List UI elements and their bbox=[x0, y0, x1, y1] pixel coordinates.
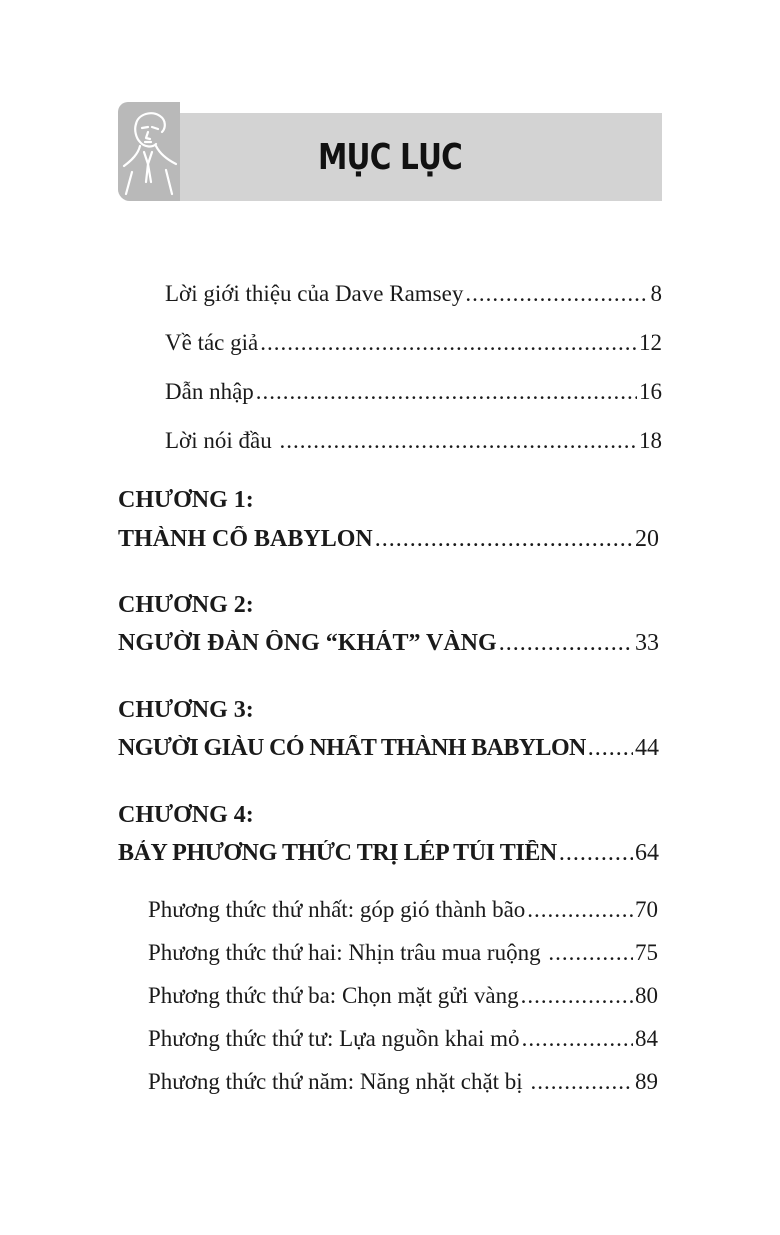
dot-leader bbox=[375, 526, 633, 553]
toc-entry-title: Dẫn nhập bbox=[165, 379, 254, 404]
page-title: MỤC LỤC bbox=[317, 136, 462, 178]
chapter-title: NGƯỜI ĐÀN ÔNG “KHÁT” VÀNG bbox=[118, 630, 497, 656]
dot-leader bbox=[548, 940, 633, 966]
chapter-heading: CHƯƠNG 4: bbox=[118, 802, 254, 828]
dot-leader bbox=[279, 428, 637, 454]
chapter-title: BẢY PHƯƠNG THỨC TRỊ LÉP TÚI TIỀN bbox=[118, 840, 557, 866]
dot-leader bbox=[499, 630, 633, 657]
toc-chapter-entry[interactable] bbox=[118, 526, 659, 553]
toc-entry[interactable] bbox=[165, 281, 662, 307]
section-title: Phương thức thứ nhất: góp gió thành bão bbox=[148, 897, 526, 922]
chapter-page: 64 bbox=[635, 840, 659, 866]
chapter-page: 44 bbox=[635, 735, 659, 761]
toc-section-entry[interactable] bbox=[148, 897, 658, 923]
dot-leader bbox=[530, 1069, 633, 1095]
dot-leader bbox=[256, 379, 637, 405]
section-page: 75 bbox=[635, 940, 658, 965]
chapter-heading: CHƯƠNG 1: bbox=[118, 487, 254, 513]
dot-leader bbox=[465, 281, 648, 307]
toc-entry-page: 12 bbox=[639, 330, 662, 355]
dot-leader bbox=[521, 983, 633, 1009]
chapter-page: 33 bbox=[635, 630, 659, 656]
section-page: 70 bbox=[635, 897, 658, 922]
toc-section-entry[interactable] bbox=[148, 983, 658, 1009]
section-title: Phương thức thứ hai: Nhịn trâu mua ruộng bbox=[148, 940, 547, 965]
toc-entry-page: 8 bbox=[650, 281, 662, 306]
chapter-page: 20 bbox=[635, 526, 659, 552]
chapter-title: NGƯỜI GIÀU CÓ NHẤT THÀNH BABYLON bbox=[118, 735, 586, 761]
dot-leader bbox=[522, 1026, 633, 1052]
toc-entry-page: 16 bbox=[639, 379, 662, 404]
toc-entry[interactable] bbox=[165, 330, 662, 356]
dot-leader bbox=[588, 735, 633, 762]
chapter-title: THÀNH CỔ BABYLON bbox=[118, 526, 373, 552]
toc-chapter-entry[interactable] bbox=[118, 630, 659, 657]
dot-leader bbox=[559, 840, 633, 867]
toc-section-entry[interactable] bbox=[148, 1026, 658, 1052]
toc-entry[interactable] bbox=[165, 379, 662, 405]
section-title: Phương thức thứ ba: Chọn mặt gửi vàng bbox=[148, 983, 519, 1008]
toc-entry[interactable] bbox=[165, 428, 662, 454]
section-title: Phương thức thứ năm: Năng nhặt chặt bị bbox=[148, 1069, 529, 1094]
section-page: 80 bbox=[635, 983, 658, 1008]
toc-chapter-entry[interactable] bbox=[118, 840, 659, 867]
toc-entry-title: Về tác giả bbox=[165, 330, 259, 355]
section-page: 89 bbox=[635, 1069, 658, 1094]
dot-leader bbox=[260, 330, 637, 356]
section-title: Phương thức thứ tư: Lựa nguồn khai mỏ bbox=[148, 1026, 520, 1051]
toc-section-entry[interactable] bbox=[148, 940, 658, 966]
toc-entry-title: Lời nói đầu bbox=[165, 428, 278, 453]
toc-section-entry[interactable] bbox=[148, 1069, 658, 1095]
dot-leader bbox=[527, 897, 633, 923]
toc-entry-title: Lời giới thiệu của Dave Ramsey bbox=[165, 281, 464, 306]
chapter-heading: CHƯƠNG 3: bbox=[118, 697, 254, 723]
chapter-heading: CHƯƠNG 2: bbox=[118, 592, 254, 618]
toc-entry-page: 18 bbox=[639, 428, 662, 453]
toc-chapter-entry[interactable] bbox=[118, 735, 659, 762]
section-page: 84 bbox=[635, 1026, 658, 1051]
